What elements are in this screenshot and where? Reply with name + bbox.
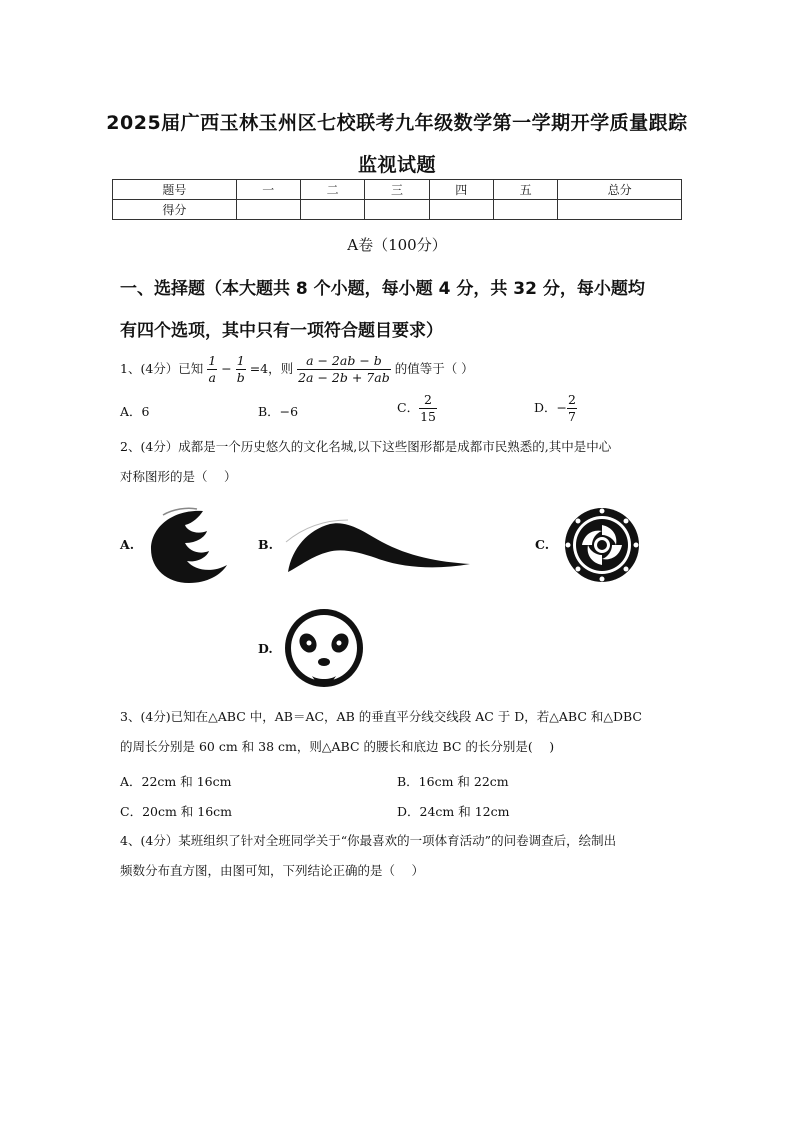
question-1-suffix: 的值等于（ ） <box>394 361 474 376</box>
score-table-cell: 四 <box>429 180 493 200</box>
volume-heading: A卷（100分） <box>347 236 447 254</box>
q2-option-a-label[interactable]: A. <box>120 537 135 552</box>
q2-option-c-label[interactable]: C. <box>535 537 550 552</box>
score-table-score-row <box>113 200 682 220</box>
fraction-denominator: 7 <box>568 409 576 424</box>
minus-sign: − <box>221 361 232 376</box>
equation-equals: =4，则 <box>249 361 294 376</box>
fraction-denominator: 15 <box>420 409 436 424</box>
section-heading-line1: 一、选择题（本大题共 8 个小题，每小题 4 分，共 32 分，每小题均 <box>120 279 645 299</box>
fraction-1-over-a <box>207 353 217 386</box>
score-table-cell: 五 <box>493 180 557 200</box>
score-entry-cell[interactable] <box>558 200 682 220</box>
swoosh-figure <box>278 512 476 584</box>
exam-title-line2: 监视试题 <box>357 154 436 176</box>
q2-option-b-label[interactable]: B. <box>258 537 273 552</box>
question-4-line1: 4、(4分）某班组织了针对全班同学关于“你最喜欢的一项体育活动”的问卷调查后，绘制出 <box>120 833 617 848</box>
fraction-denominator: b <box>236 370 245 385</box>
score-table-cell: 总分 <box>558 180 682 200</box>
section-heading-line2: 有四个选项，其中只有一项符合题目要求） <box>120 321 443 341</box>
question-3-line2: 的周长分别是 60 cm 和 38 cm，则△ABC 的腰长和底边 BC 的长分别是( ) <box>120 739 555 754</box>
fraction-denominator: a <box>208 370 216 385</box>
fraction-numerator: 2 <box>568 392 576 407</box>
exam-title-line1: 2025届广西玉林玉州区七校联考九年级数学第一学期开学质量跟踪 <box>106 112 688 134</box>
question-1 <box>120 352 690 386</box>
score-entry-cell[interactable] <box>236 200 300 220</box>
option-label: C． <box>397 400 420 415</box>
fraction-2-over-15 <box>419 392 437 425</box>
score-table-cell: 二 <box>300 180 364 200</box>
q3-option-a[interactable]: A．22cm 和 16cm <box>120 774 232 789</box>
question-3-line1: 3、(4分)已知在△ABC 中，AB＝AC，AB 的垂直平分线交线段 AC 于 D，若△ABC 和△DBC <box>120 709 642 724</box>
question-2-line2: 对称图形的是（ ） <box>120 469 237 484</box>
q1-option-c[interactable] <box>397 392 437 425</box>
q3-option-c[interactable]: C．20cm 和 16cm <box>120 804 233 819</box>
fraction-numerator: a − 2ab − b <box>306 353 382 368</box>
score-entry-cell[interactable] <box>365 200 429 220</box>
score-table <box>112 179 682 220</box>
fraction-1-over-b <box>236 353 246 386</box>
score-table-header-row <box>113 180 682 200</box>
score-table-cell: 一 <box>236 180 300 200</box>
fraction-numerator: 1 <box>208 353 217 368</box>
score-entry-cell[interactable] <box>493 200 557 220</box>
sun-bird-circle-figure <box>562 505 642 585</box>
q1-option-d[interactable] <box>534 392 577 425</box>
q1-option-b[interactable]: B．−6 <box>258 404 299 419</box>
question-2-line1: 2、(4分）成都是一个历史悠久的文化名城,以下这些图形都是成都市民熟悉的,其中是中心 <box>120 439 612 454</box>
score-entry-cell[interactable] <box>429 200 493 220</box>
score-table-cell: 题号 <box>113 180 237 200</box>
q3-option-b[interactable]: B．16cm 和 22cm <box>397 774 509 789</box>
crescent-bird-figure <box>143 505 233 585</box>
fraction-denominator: 2a − 2b + 7ab <box>298 370 390 385</box>
score-entry-cell[interactable] <box>300 200 364 220</box>
q1-option-a[interactable]: A．6 <box>120 404 150 419</box>
q2-option-d-label[interactable]: D. <box>258 641 273 656</box>
expression-fraction <box>297 353 391 386</box>
fraction-2-over-7 <box>567 392 577 425</box>
fraction-numerator: 1 <box>236 353 245 368</box>
question-4-line2: 频数分布直方图，由图可知，下列结论正确的是（ ） <box>120 863 424 878</box>
panda-figure <box>282 606 366 690</box>
option-label: D．− <box>534 400 567 415</box>
score-table-cell: 三 <box>365 180 429 200</box>
fraction-numerator: 2 <box>424 392 432 407</box>
question-1-prefix: 1、(4分）已知 <box>120 361 204 376</box>
score-table-cell: 得分 <box>113 200 237 220</box>
q3-option-d[interactable]: D．24cm 和 12cm <box>397 804 510 819</box>
